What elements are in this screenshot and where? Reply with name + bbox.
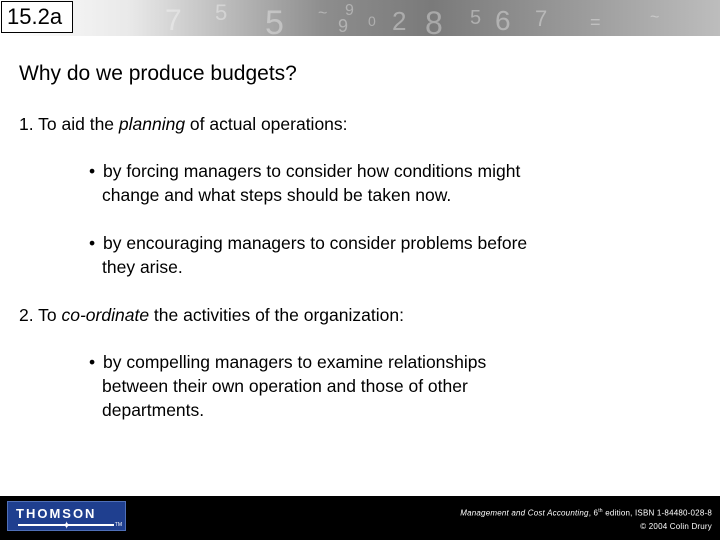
point-2 (19, 303, 404, 327)
bullet-dot: • (89, 161, 96, 181)
svg-text:5: 5 (470, 7, 482, 29)
thomson-logo (7, 501, 126, 531)
point-1 (19, 112, 348, 136)
edition-superscript: th (598, 508, 603, 514)
point-2-emphasis: co-ordinate (61, 305, 150, 325)
decorative-digits-background (0, 0, 720, 36)
star-icon: ✦ (62, 520, 72, 532)
bullet-line: change and what steps should be taken now. (102, 185, 452, 205)
point-1-prefix: 1. To aid the (19, 114, 119, 134)
edition-isbn: edition, ISBN 1-84480-028-8 (602, 508, 712, 518)
svg-text:7: 7 (165, 4, 182, 36)
edition-separator: , 6 (588, 508, 599, 518)
bullet-dot: • (89, 352, 96, 372)
svg-text:~: ~ (318, 5, 328, 22)
svg-text:7: 7 (535, 6, 548, 31)
svg-text:9: 9 (345, 2, 354, 19)
bullet-line: by compelling managers to examine relationships (103, 352, 487, 372)
bullet-line: they arise. (102, 257, 183, 277)
svg-text:0: 0 (368, 13, 376, 29)
book-title: Management and Cost Accounting (460, 508, 589, 518)
svg-text:5: 5 (265, 4, 284, 36)
svg-text:5: 5 (215, 0, 228, 25)
svg-text:2: 2 (392, 6, 407, 36)
credit-line-1 (460, 505, 712, 520)
slide-title: Why do we produce budgets? (19, 62, 297, 85)
point-2-prefix: 2. To (19, 305, 62, 325)
header-band (0, 0, 720, 36)
bullet-line: by forcing managers to consider how conditions might (103, 161, 521, 181)
svg-text:6: 6 (495, 5, 511, 36)
point-1-emphasis: planning (118, 114, 186, 134)
book-credit (460, 505, 712, 533)
bullet-line: departments. (102, 400, 205, 420)
bullet-line: by encouraging managers to consider problems before (103, 233, 528, 253)
bullet-line: between their own operation and those of other (102, 376, 468, 396)
svg-text:=: = (590, 12, 601, 32)
svg-text:~: ~ (650, 9, 660, 26)
bullet-dot: • (89, 233, 96, 253)
footer-bar (0, 496, 720, 540)
svg-text:8: 8 (425, 5, 443, 36)
logo-text: THOMSON (16, 506, 97, 521)
bullet-item (89, 350, 629, 422)
slide-number: 15.2a (1, 1, 73, 33)
copyright-text: © 2004 Colin Drury (640, 521, 712, 531)
point-1-suffix: of actual operations: (185, 114, 348, 134)
svg-text:9: 9 (338, 16, 349, 36)
bullet-item (89, 159, 629, 207)
point-2-suffix: the activities of the organization: (149, 305, 404, 325)
trademark-mark: TM (114, 522, 122, 528)
bullet-item (89, 231, 629, 279)
